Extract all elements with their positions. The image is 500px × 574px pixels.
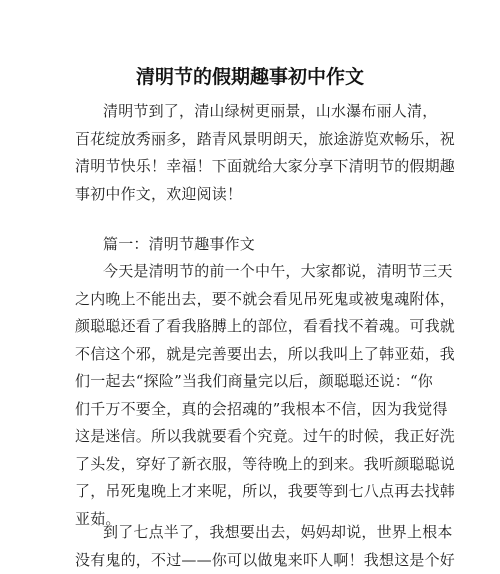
section-heading: 篇一：清明节趣事作文: [75, 231, 420, 259]
paragraph-1: [75, 258, 420, 533]
paragraph-line: 没有鬼的，不过——你可以做鬼来吓人啊！我想这是个好: [75, 547, 420, 574]
paragraph-line: 之内晚上不能出去，要不就会看见吊死鬼或被鬼魂附体，: [75, 286, 420, 314]
paragraph-line: 了头发，穿好了新衣服，等待晚上的到来。我听颜聪聪说: [75, 451, 420, 479]
paragraph-line: 这是迷信。所以我就要看个究竟。过午的时候，我正好洗: [75, 423, 420, 451]
intro-line: 清明节快乐！幸福！下面就给大家分享下清明节的假期趣: [75, 153, 420, 181]
paragraph-line: 不信这个邪，就是完善要出去，所以我叫上了韩亚茹，我: [75, 341, 420, 369]
article-title: 清明节的假期趣事初中作文: [0, 64, 500, 90]
paragraph-line: 了，吊死鬼晚上才来呢，所以，我要等到七八点再去找韩: [75, 478, 420, 506]
paragraph-line: 们一起去“探险”当我们商量完以后，颜聪聪还说：“你: [75, 368, 420, 396]
paragraph-line: 们千万不要全，真的会招魂的”我根本不信，因为我觉得: [75, 396, 420, 424]
intro-line: 事初中作文，欢迎阅读！: [75, 181, 420, 209]
paragraph-line: 颜聪聪还看了看我胳膊上的部位，看看找不着魂。可我就: [75, 313, 420, 341]
intro-line: 清明节到了，清山绿树更丽景，山水瀑布丽人清，: [75, 98, 420, 126]
intro-line: 百花绽放秀丽多，踏青风景明朗天，旅途游览欢畅乐，祝: [75, 126, 420, 154]
paragraph-line: 到了七点半了，我想要出去，妈妈却说，世界上根本: [75, 519, 420, 547]
section-heading-block: [75, 231, 420, 259]
paragraph-line: 亚茹。: [75, 506, 420, 534]
intro-paragraph: [75, 98, 420, 208]
paragraph-line: 今天是清明节的前一个中午，大家都说，清明节三天: [75, 258, 420, 286]
